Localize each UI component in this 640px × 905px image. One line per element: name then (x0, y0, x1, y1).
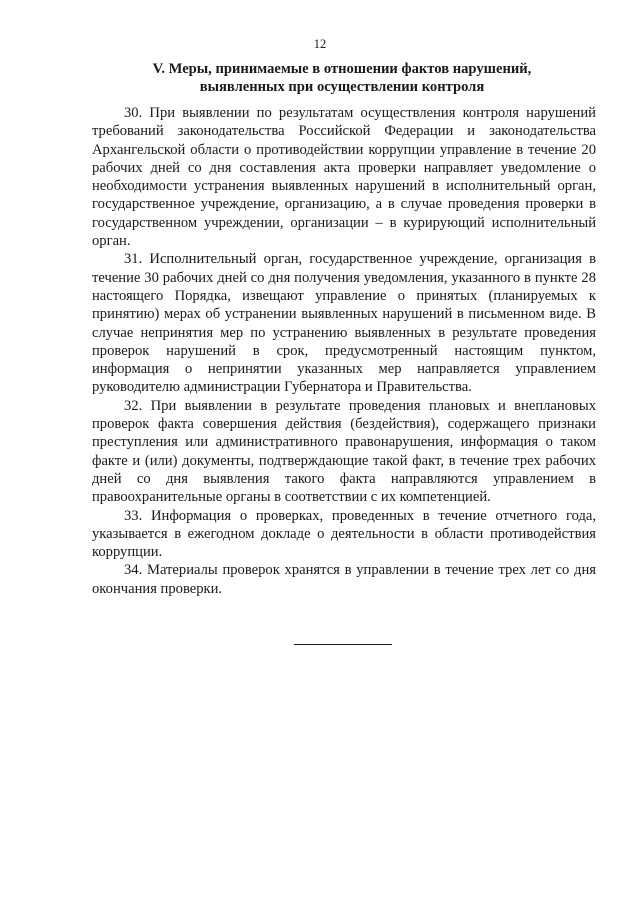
section-title-line-2: выявленных при осуществлении контроля (199, 79, 485, 95)
paragraph-34: 34. Материалы проверок хранятся в управлении в течение трех лет со дня окончания проверки. (92, 562, 596, 597)
page-number: 12 (313, 37, 327, 51)
paragraph-31: 31. Исполнительный орган, государственное учреждение, организация в течение 30 рабочих дней со дня получения уведомления, указанного в пункте 28 настоящего Порядка, извещают управление о принятых (планируемых к принятию) мерах об устранении выявленных нарушений в письменном виде. В случае непринятия мер по устранению выявленных в результате проведения проверок нарушений в срок, предусмотренный настоящим пунктом, информация о непринятии указанных мер направляется управлением руководителю администрации Губернатора и Правительства. (92, 251, 596, 396)
end-of-document-line (294, 644, 392, 645)
paragraph-33: 33. Информация о проверках, проведенных в течение отчетного года, указывается в ежегодном докладе о деятельности в области противодействия коррупции. (92, 507, 596, 561)
paragraph-30: 30. При выявлении по результатам осуществления контроля нарушений требований законодательства Российской Федерации и законодательства Архангельской области о противодействии коррупции управление в течение 20 рабочих дней со дня составления акта проверки направляет уведомление о необходимости устранения выявленных нарушений в исполнительный орган, государственное учреждение, организацию, а в случае проведения проверки в государственном учреждении, организации – в курирующий исполнительный орган. (92, 105, 596, 250)
paragraph-32: 32. При выявлении в результате проведения плановых и внеплановых проверок факта совершения действия (бездействия), содержащего признаки преступления или административного правонарушения, информация о таком факте и (или) документы, подтверждающие такой факт, в течение трех рабочих дней со дня выявления такого факта направляются управлением в правоохранительные органы в соответствии с их компетенцией. (92, 397, 596, 506)
section-title-line-1: V. Меры, принимаемые в отношении фактов нарушений, (152, 61, 532, 77)
section-title (92, 60, 592, 96)
section-body (92, 104, 596, 598)
